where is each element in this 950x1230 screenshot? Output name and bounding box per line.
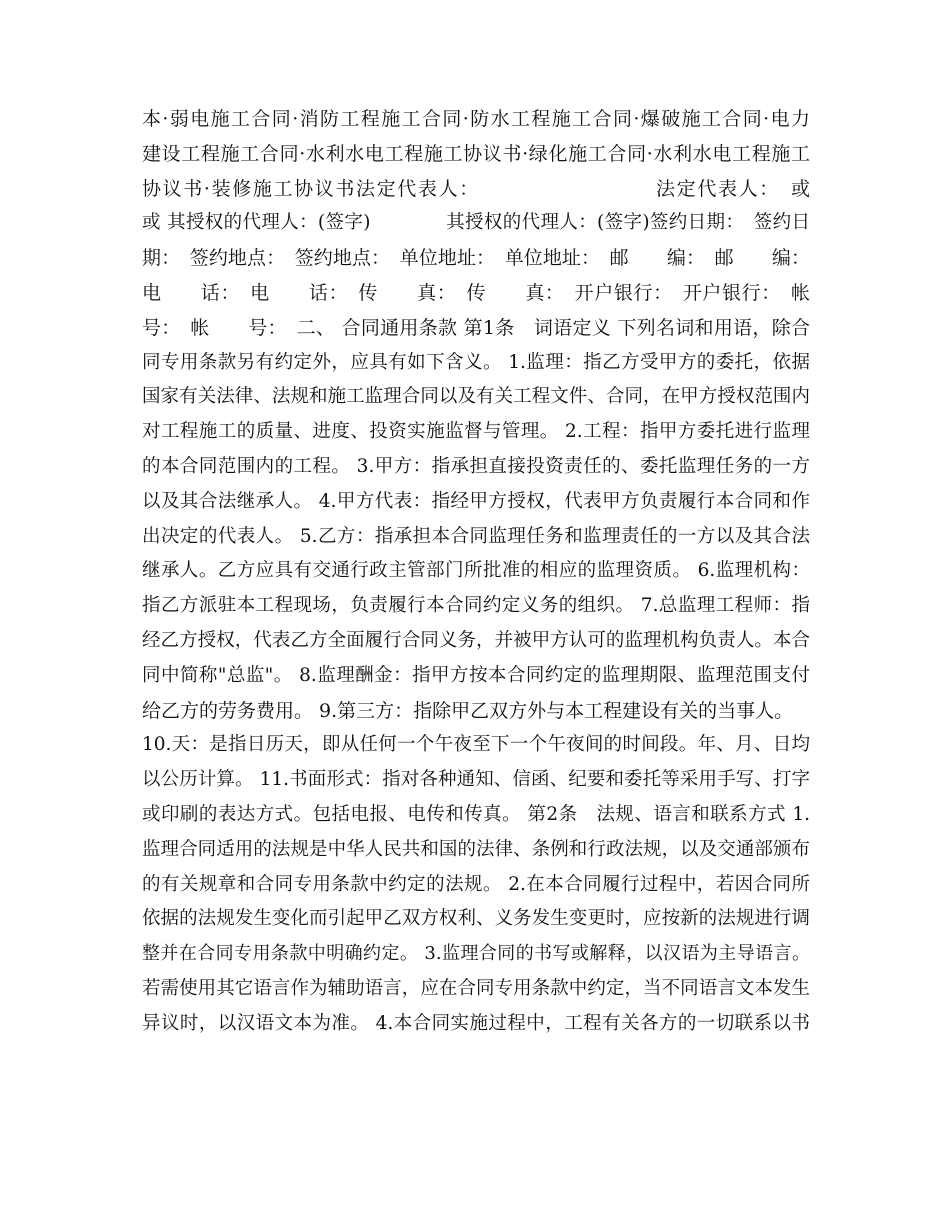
text-line: 指乙方派驻本工程现场，负责履行本合同约定义务的组织。 7.总监理工程师：指 [142,595,810,617]
text-line: 或 其授权的代理人：(签字) 其授权的代理人：(签字)签约日期： 签约日 [142,212,810,234]
text-line: 10.天：是指日历天，即从任何一个午夜至下一个午夜间的时间段。年、月、日均 [142,734,810,756]
text-line: 给乙方的劳务费用。 9.第三方：指除甲乙双方外与本工程建设有关的当事人。 [142,699,794,722]
text-line: 异议时，以汉语文本为准。 4.本合同实施过程中，工程有关各方的一切联系以书 [142,1012,810,1034]
text-line: 的有关规章和合同专用条款中约定的法规。 2.在本合同履行过程中，若因合同所 [142,873,810,895]
document-page [142,102,810,1042]
text-line: 依据的法规发生变化而引起甲乙双方权利、义务发生变更时，应按新的法规进行调 [142,908,810,930]
text-line: 以公历计算。 11.书面形式：指对各种通知、信函、纪要和委托等采用手写、打字 [142,769,810,791]
text-line: 以及其合法继承人。 4.甲方代表：指经甲方授权，代表甲方负责履行本合同和作 [142,490,810,512]
text-line: 整并在合同专用条款中明确约定。 3.监理合同的书写或解释，以汉语为主导语言。 [142,943,810,965]
text-line: 的本合同范围内的工程。 3.甲方：指承担直接投资责任的、委托监理任务的一方 [142,455,810,477]
text-line: 经乙方授权，代表乙方全面履行合同义务，并被甲方认可的监理机构负责人。本合 [142,629,810,651]
text-line: 或印刷的表达方式。包括电报、电传和传真。 第2条 法规、语言和联系方式 1. [142,803,810,825]
text-line: 期： 签约地点： 签约地点： 单位地址： 单位地址： 邮 编： 邮 编： [142,247,810,270]
text-line: 同专用条款另有约定外，应具有如下含义。 1.监理：指乙方受甲方的委托，依据 [142,351,810,373]
text-line: 监理合同适用的法规是中华人民共和国的法律、条例和行政法规，以及交通部颁布 [142,838,810,860]
text-line: 本·弱电施工合同·消防工程施工合同·防水工程施工合同·爆破施工合同·电力 [142,108,810,130]
text-line: 对工程施工的质量、进度、投资实施监督与管理。 2.工程：指甲方委托进行监理 [142,421,810,443]
text-line: 同中简称"总监"。 8.监理酬金：指甲方按本合同约定的监理期限、监理范围支付 [142,664,810,686]
text-line: 继承人。乙方应具有交通行政主管部门所批准的相应的监理资质。 6.监理机构： [142,560,810,582]
text-line: 协议书·装修施工协议书法定代表人： 法定代表人： 或 [142,177,810,200]
text-line: 电 话： 电 话： 传 真： 传 真： 开户银行： 开户银行： 帐 [142,281,810,304]
text-line: 建设工程施工合同·水利水电工程施工协议书·绿化施工合同·水利水电工程施工 [142,142,810,165]
text-line: 若需使用其它语言作为辅助语言，应在合同专用条款中约定，当不同语言文本发生 [142,977,810,999]
text-line: 出决定的代表人。 5.乙方：指承担本合同监理任务和监理责任的一方以及其合法 [142,525,810,547]
text-line: 号： 帐 号： 二、 合同通用条款 第1条 词语定义 下列名词和用语，除合 [142,316,810,339]
text-line: 国家有关法律、法规和施工监理合同以及有关工程文件、合同，在甲方授权范围内 [142,386,810,408]
